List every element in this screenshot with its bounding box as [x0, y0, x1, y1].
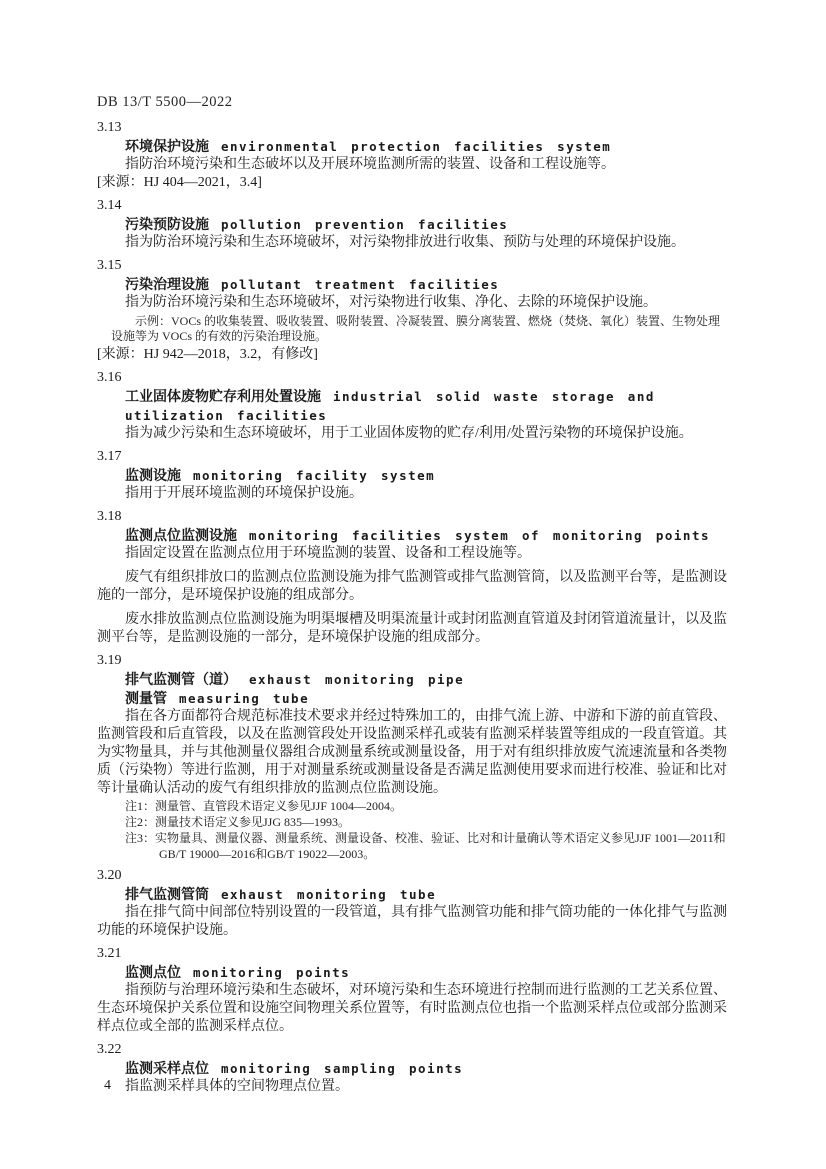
- term-en: environmental protection facilities system: [221, 139, 612, 154]
- section-number: 3.16: [97, 370, 122, 385]
- term-line: [125, 885, 731, 904]
- section-number: 3.13: [97, 120, 122, 135]
- standard-number-header: DB 13/T 5500—2022: [97, 94, 233, 110]
- term-line: [125, 670, 731, 689]
- section-number: 3.15: [97, 258, 122, 273]
- definition-paragraph: 指为防治环境污染和生态环境破坏，对污染物进行收集、净化、去除的环境保护设施。: [125, 295, 657, 310]
- section-number: 3.22: [97, 1042, 122, 1057]
- term-zh: 污染预防设施: [125, 216, 209, 232]
- term-en: measuring tube: [179, 691, 310, 706]
- term-en: industrial solid waste storage and utilization facilities: [125, 389, 655, 423]
- term-en: pollution prevention facilities: [221, 217, 509, 232]
- definition-paragraph: 指在排气筒中间部位特别设置的一段管道，具有排气监测管功能和排气筒功能的一体化排气与监测功能的环境保护设施。: [97, 905, 727, 938]
- term-en: exhaust monitoring tube: [221, 887, 437, 902]
- section-3-21: [97, 945, 731, 1036]
- note-2: 注2：测量技术语定义参见JJG 835—1993。: [125, 815, 351, 829]
- section-3-15: [97, 257, 731, 364]
- term-zh: 排气监测管（道）: [125, 671, 237, 687]
- section-3-20: [97, 867, 731, 940]
- term-zh: 监测设施: [125, 467, 181, 483]
- term-zh: 监测点位: [125, 964, 181, 980]
- term-en: monitoring facility system: [193, 468, 436, 483]
- definition-paragraph: 指监测采样具体的空间物理点位置。: [125, 1079, 349, 1094]
- section-number: 3.18: [97, 509, 122, 524]
- term-line: [125, 1059, 731, 1078]
- page-number: 4: [104, 1078, 111, 1093]
- term-en: exhaust monitoring pipe: [249, 672, 465, 687]
- definition-paragraph: 指防治环境污染和生态破坏以及开展环境监测所需的装置、设备和工程设施等。: [125, 157, 615, 172]
- section-3-16: [97, 369, 731, 443]
- term-zh: 监测点位监测设施: [125, 527, 237, 543]
- term-line: [125, 215, 731, 234]
- section-number: 3.19: [97, 653, 122, 668]
- definition-paragraph: 指在各方面都符合规范标准技术要求并经过特殊加工的，由排气流上游、中游和下游的前直管段、监测管段和后直管段，以及在监测管段处开设监测采样孔或装有监测采样装置等组成的一段直管道。其为实物量具，并与其他测量仪器组合成测量系统或测量设备，用于对有组织排放废气流速流量和各类物质（污染物）等进行监测，用于对测量系统或测量设备是否满足监测使用要求而进行校准、验证和比对等计量确认活动的废气有组织排放的监测点位监测设施。: [97, 709, 727, 796]
- term-en: monitoring points: [193, 965, 351, 980]
- term-en: monitoring sampling points: [221, 1061, 464, 1076]
- section-3-19: [97, 652, 731, 862]
- term-line: [125, 963, 731, 982]
- document-content: [97, 119, 731, 1096]
- note-1: 注1：测量管、直管段术语定义参见JJF 1004—2004。: [125, 799, 403, 813]
- section-3-17: [97, 448, 731, 503]
- term-zh: 环境保护设施: [125, 138, 209, 154]
- term-line: [125, 137, 731, 156]
- section-3-14: [97, 197, 731, 252]
- term-en: pollutant treatment facilities: [221, 277, 500, 292]
- section-number: 3.21: [97, 946, 122, 961]
- section-number: 3.20: [97, 868, 122, 883]
- section-3-13: [97, 119, 731, 192]
- definition-paragraph: 指用于开展环境监测的环境保护设施。: [125, 486, 363, 501]
- definition-paragraph: 废气有组织排放口的监测点位监测设施为排气监测管或排气监测管筒，以及监测平台等，是监测设施的一部分，是环境保护设施的组成部分。: [97, 570, 727, 603]
- note-3: 注3：实物量具、测量仪器、测量系统、测量设备、校准、验证、比对和计量确认等术语定义参见JJF 1001—2011和GB/T 19000—2016和GB/T 19022—2003。: [125, 831, 726, 861]
- term-line: [125, 689, 731, 708]
- term-zh: 工业固体废物贮存利用处置设施: [125, 388, 321, 404]
- definition-paragraph: 指为防治环境污染和生态环境破坏，对污染物排放进行收集、预防与处理的环境保护设施。: [125, 235, 685, 250]
- section-number: 3.17: [97, 449, 122, 464]
- term-line: [125, 387, 731, 425]
- term-zh: 监测采样点位: [125, 1060, 209, 1076]
- term-zh: 污染治理设施: [125, 276, 209, 292]
- term-line: [125, 466, 731, 485]
- definition-paragraph: 指固定设置在监测点位用于环境监测的装置、设备和工程设施等。: [125, 546, 531, 561]
- term-en: monitoring facilities system of monitoring points: [249, 528, 711, 543]
- term-line: [125, 526, 731, 545]
- term-zh: 测量管: [125, 690, 167, 706]
- source-note: [来源：HJ 404—2021，3.4]: [97, 175, 262, 190]
- definition-paragraph: 指为减少污染和生态环境破坏，用于工业固体废物的贮存/利用/处置污染物的环境保护设施。: [125, 426, 693, 441]
- term-zh: 排气监测管筒: [125, 886, 209, 902]
- source-note: [来源：HJ 942—2018，3.2，有修改]: [97, 347, 318, 362]
- section-3-22: [97, 1041, 731, 1096]
- section-number: 3.14: [97, 198, 122, 213]
- term-line: [125, 275, 731, 294]
- definition-paragraph: 废水排放监测点位监测设施为明渠堰槽及明渠流量计或封闭监测直管道及封闭管道流量计，以及监测平台等，是监测设施的一部分，是环境保护设施的组成部分。: [97, 612, 727, 645]
- definition-paragraph: 指预防与治理环境污染和生态破坏，对环境污染和生态环境进行控制而进行监测的工艺关系位置、生态环境保护关系位置和设施空间物理关系位置等，有时监测点位也指一个监测采样点位或部分监测采样点位或全部的监测采样点位。: [97, 983, 727, 1034]
- section-3-18: [97, 508, 731, 647]
- example-note: 示例：VOCs 的收集装置、吸收装置、吸附装置、冷凝装置、膜分离装置、燃烧（焚烧、氧化）装置、生物处理设施等为 VOCs 的有效的污染治理设施。: [111, 314, 721, 343]
